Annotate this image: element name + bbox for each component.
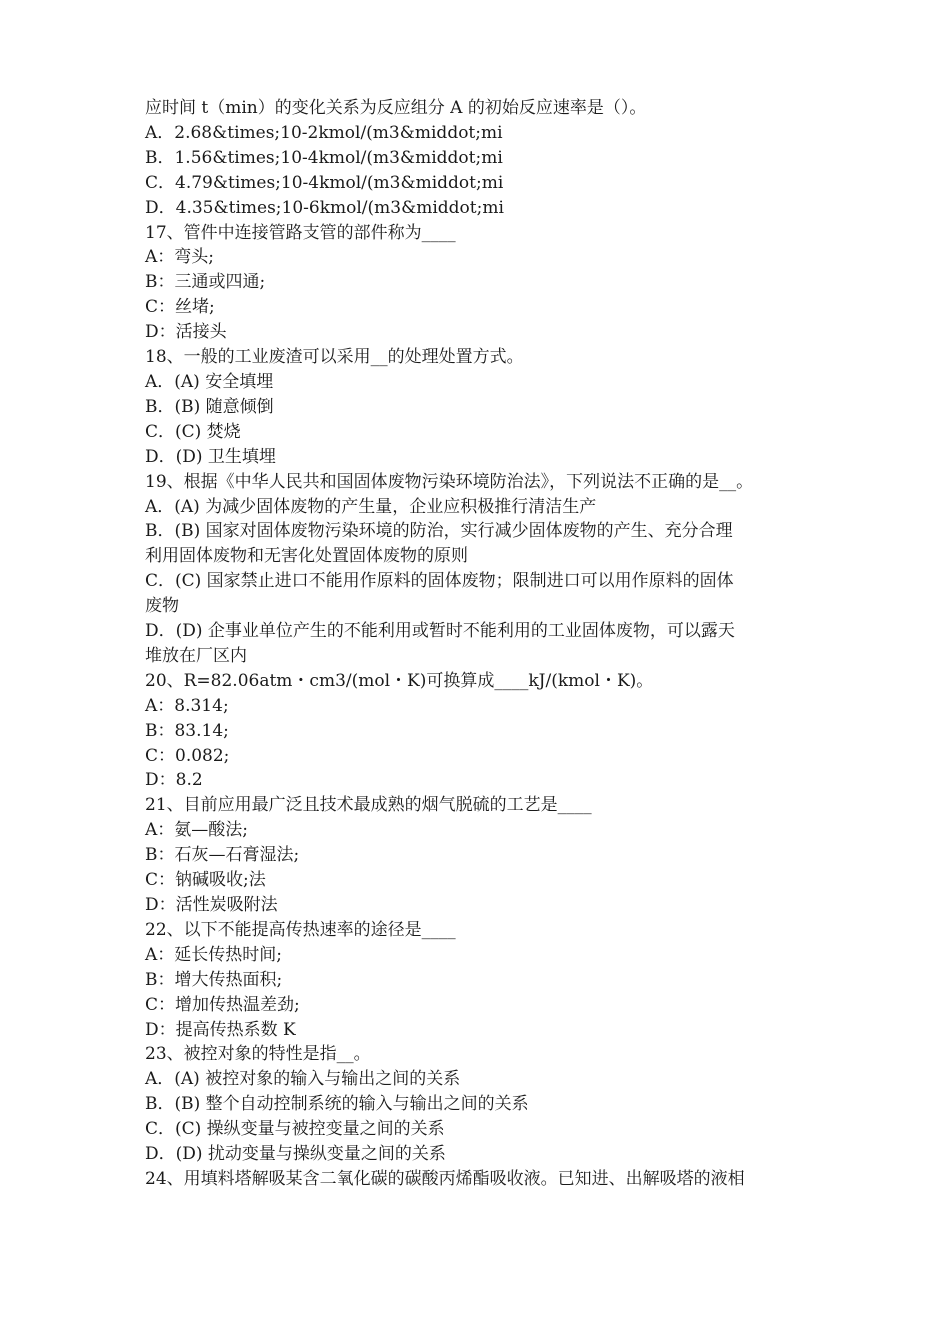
option-line: D：活接头 — [145, 322, 227, 343]
option-line: A：氨—酸法; — [145, 820, 249, 841]
option-line: 堆放在厂区内 — [145, 645, 247, 666]
option-line: D．(D) 卫生填埋 — [145, 446, 276, 467]
option-line: B：83.14; — [145, 720, 229, 741]
option-line: C．(C) 操纵变量与被控变量之间的关系 — [145, 1119, 445, 1140]
option-line: B．(B) 国家对固体废物污染环境的防治，实行减少固体废物的产生、充分合理 — [145, 521, 733, 542]
option-line: C：0.082; — [145, 745, 230, 766]
option-line: C：钠碱吸收;法 — [145, 870, 266, 891]
option-line: A：延长传热时间; — [145, 944, 283, 965]
question-17: 17、管件中连接管路支管的部件称为____ — [145, 222, 456, 243]
option-line: D：8.2 — [145, 770, 203, 791]
option-line: D．4.35&times;10-6kmol/(m3&middot;mi — [145, 197, 504, 218]
option-line: A．(A) 安全填埋 — [145, 371, 274, 392]
question-19: 19、根据《中华人民共和国固体废物污染环境防治法》，下列说法不正确的是__。 — [145, 471, 754, 492]
option-line: 利用固体废物和无害化处置固体废物的原则 — [145, 546, 468, 567]
option-line: C．(C) 国家禁止进口不能用作原料的固体废物；限制进口可以用作原料的固体 — [145, 571, 734, 592]
option-line: D：提高传热系数 K — [145, 1019, 296, 1040]
text-line: 应时间 t（min）的变化关系为反应组分 A 的初始反应速率是（）。 — [145, 98, 647, 118]
option-line: B：增大传热面积; — [145, 969, 283, 990]
option-line: B：石灰—石膏湿法; — [145, 845, 300, 866]
question-20: 20、R=82.06atm・cm3/(mol・K)可换算成____kJ/(kmol・K)。 — [145, 670, 654, 691]
option-line: A：弯头; — [145, 247, 215, 268]
question-22: 22、以下不能提高传热速率的途径是____ — [145, 919, 456, 940]
question-23: 23、被控对象的特性是指__。 — [145, 1044, 371, 1065]
question-21: 21、目前应用最广泛且技术最成熟的烟气脱硫的工艺是____ — [145, 795, 592, 816]
option-line: C：增加传热温差劲; — [145, 994, 300, 1015]
option-line: B．1.56&times;10-4kmol/(m3&middot;mi — [145, 147, 503, 168]
option-line: B：三通或四通; — [145, 272, 266, 293]
option-line: A：8.314; — [145, 695, 229, 716]
option-line: A．(A) 为减少固体废物的产生量，企业应积极推行清洁生产 — [145, 496, 597, 517]
question-24: 24、用填料塔解吸某含二氧化碳的碳酸丙烯酯吸收液。已知进、出解吸塔的液相 — [145, 1168, 745, 1189]
option-line: D．(D) 扰动变量与操纵变量之间的关系 — [145, 1144, 446, 1165]
option-line: B．(B) 整个自动控制系统的输入与输出之间的关系 — [145, 1094, 529, 1115]
document-text — [145, 96, 810, 1192]
option-line: B．(B) 随意倾倒 — [145, 396, 274, 417]
option-line: C．4.79&times;10-4kmol/(m3&middot;mi — [145, 172, 504, 193]
question-18: 18、一般的工业废渣可以采用__的处理处置方式。 — [145, 347, 524, 368]
option-line: C．(C) 焚烧 — [145, 421, 241, 442]
option-line: A．2.68&times;10-2kmol/(m3&middot;mi — [145, 122, 503, 143]
option-line: 废物 — [145, 596, 179, 617]
option-line: D：活性炭吸附法 — [145, 895, 278, 915]
option-line: A．(A) 被控对象的输入与输出之间的关系 — [145, 1069, 461, 1090]
option-line: D．(D) 企事业单位产生的不能利用或暂时不能利用的工业固体废物，可以露天 — [145, 621, 735, 642]
option-line: C：丝堵; — [145, 297, 215, 318]
